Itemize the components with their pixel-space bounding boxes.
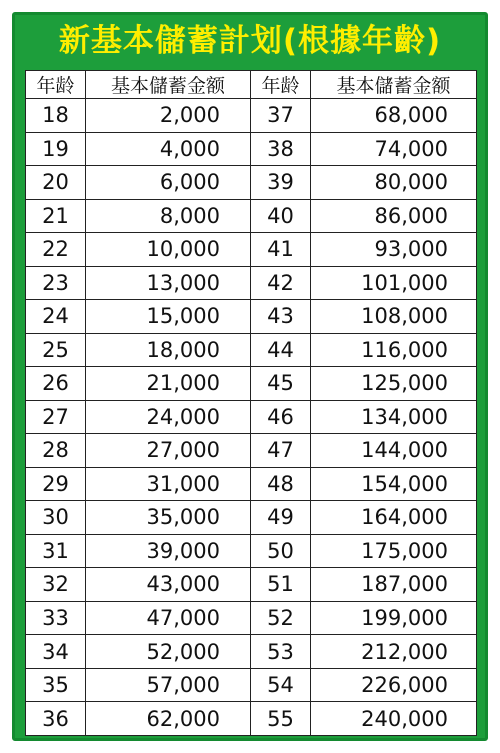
table-row (26, 367, 477, 401)
age-left-cell: 22 (26, 233, 86, 267)
amount-right-cell: 101,000 (311, 266, 477, 300)
amount-right-cell: 108,000 (311, 300, 477, 334)
header-age-right: 年龄 (251, 71, 311, 99)
table-row (26, 300, 477, 334)
table-row (26, 99, 477, 133)
age-right-cell: 49 (251, 501, 311, 535)
age-right-cell: 43 (251, 300, 311, 334)
table-body (26, 99, 477, 736)
amount-left-cell: 6,000 (86, 166, 251, 200)
amount-right-cell: 154,000 (311, 467, 477, 501)
table-row (26, 166, 477, 200)
amount-left-cell: 21,000 (86, 367, 251, 401)
amount-left-cell: 2,000 (86, 99, 251, 133)
amount-right-cell: 212,000 (311, 635, 477, 669)
age-right-cell: 53 (251, 635, 311, 669)
amount-left-cell: 4,000 (86, 132, 251, 166)
amount-left-cell: 47,000 (86, 601, 251, 635)
age-right-cell: 39 (251, 166, 311, 200)
age-right-cell: 47 (251, 434, 311, 468)
amount-right-cell: 134,000 (311, 400, 477, 434)
age-left-cell: 20 (26, 166, 86, 200)
age-right-cell: 41 (251, 233, 311, 267)
savings-plan-panel (12, 12, 488, 741)
amount-left-cell: 57,000 (86, 668, 251, 702)
age-right-cell: 42 (251, 266, 311, 300)
amount-left-cell: 24,000 (86, 400, 251, 434)
amount-right-cell: 175,000 (311, 534, 477, 568)
header-row (26, 71, 477, 99)
table-row (26, 501, 477, 535)
age-left-cell: 36 (26, 702, 86, 736)
amount-left-cell: 35,000 (86, 501, 251, 535)
age-left-cell: 30 (26, 501, 86, 535)
amount-right-cell: 68,000 (311, 99, 477, 133)
age-right-cell: 52 (251, 601, 311, 635)
table-title: 新基本儲蓄計划(根據年齡) (58, 23, 442, 59)
amount-right-cell: 187,000 (311, 568, 477, 602)
amount-left-cell: 27,000 (86, 434, 251, 468)
age-left-cell: 33 (26, 601, 86, 635)
table-row (26, 467, 477, 501)
amount-left-cell: 15,000 (86, 300, 251, 334)
table-row (26, 601, 477, 635)
table-row (26, 668, 477, 702)
amount-right-cell: 144,000 (311, 434, 477, 468)
table-row (26, 199, 477, 233)
amount-left-cell: 13,000 (86, 266, 251, 300)
amount-right-cell: 80,000 (311, 166, 477, 200)
age-right-cell: 37 (251, 99, 311, 133)
age-right-cell: 40 (251, 199, 311, 233)
age-right-cell: 48 (251, 467, 311, 501)
age-left-cell: 32 (26, 568, 86, 602)
age-left-cell: 26 (26, 367, 86, 401)
header-age-left: 年龄 (26, 71, 86, 99)
amount-right-cell: 74,000 (311, 132, 477, 166)
table-row (26, 233, 477, 267)
amount-right-cell: 164,000 (311, 501, 477, 535)
amount-left-cell: 10,000 (86, 233, 251, 267)
age-right-cell: 50 (251, 534, 311, 568)
age-left-cell: 29 (26, 467, 86, 501)
table-row (26, 702, 477, 736)
age-left-cell: 28 (26, 434, 86, 468)
amount-left-cell: 43,000 (86, 568, 251, 602)
age-right-cell: 51 (251, 568, 311, 602)
table-row (26, 534, 477, 568)
amount-left-cell: 31,000 (86, 467, 251, 501)
age-left-cell: 24 (26, 300, 86, 334)
amount-right-cell: 86,000 (311, 199, 477, 233)
age-right-cell: 44 (251, 333, 311, 367)
age-right-cell: 55 (251, 702, 311, 736)
table-row (26, 132, 477, 166)
table-row (26, 635, 477, 669)
table-row (26, 266, 477, 300)
amount-right-cell: 125,000 (311, 367, 477, 401)
amount-right-cell: 199,000 (311, 601, 477, 635)
amount-left-cell: 39,000 (86, 534, 251, 568)
age-right-cell: 45 (251, 367, 311, 401)
age-left-cell: 25 (26, 333, 86, 367)
age-left-cell: 35 (26, 668, 86, 702)
age-left-cell: 19 (26, 132, 86, 166)
amount-right-cell: 226,000 (311, 668, 477, 702)
amount-left-cell: 52,000 (86, 635, 251, 669)
age-left-cell: 31 (26, 534, 86, 568)
table-row (26, 434, 477, 468)
table-row (26, 568, 477, 602)
amount-right-cell: 116,000 (311, 333, 477, 367)
age-left-cell: 34 (26, 635, 86, 669)
age-left-cell: 23 (26, 266, 86, 300)
age-right-cell: 38 (251, 132, 311, 166)
age-left-cell: 21 (26, 199, 86, 233)
age-right-cell: 54 (251, 668, 311, 702)
age-right-cell: 46 (251, 400, 311, 434)
header-amount-left: 基本儲蓄金额 (86, 71, 251, 99)
age-left-cell: 27 (26, 400, 86, 434)
amount-left-cell: 62,000 (86, 702, 251, 736)
age-left-cell: 18 (26, 99, 86, 133)
amount-left-cell: 8,000 (86, 199, 251, 233)
amount-right-cell: 240,000 (311, 702, 477, 736)
header-amount-right: 基本儲蓄金额 (311, 71, 477, 99)
table-row (26, 333, 477, 367)
savings-table (25, 70, 477, 736)
amount-left-cell: 18,000 (86, 333, 251, 367)
amount-right-cell: 93,000 (311, 233, 477, 267)
table-row (26, 400, 477, 434)
